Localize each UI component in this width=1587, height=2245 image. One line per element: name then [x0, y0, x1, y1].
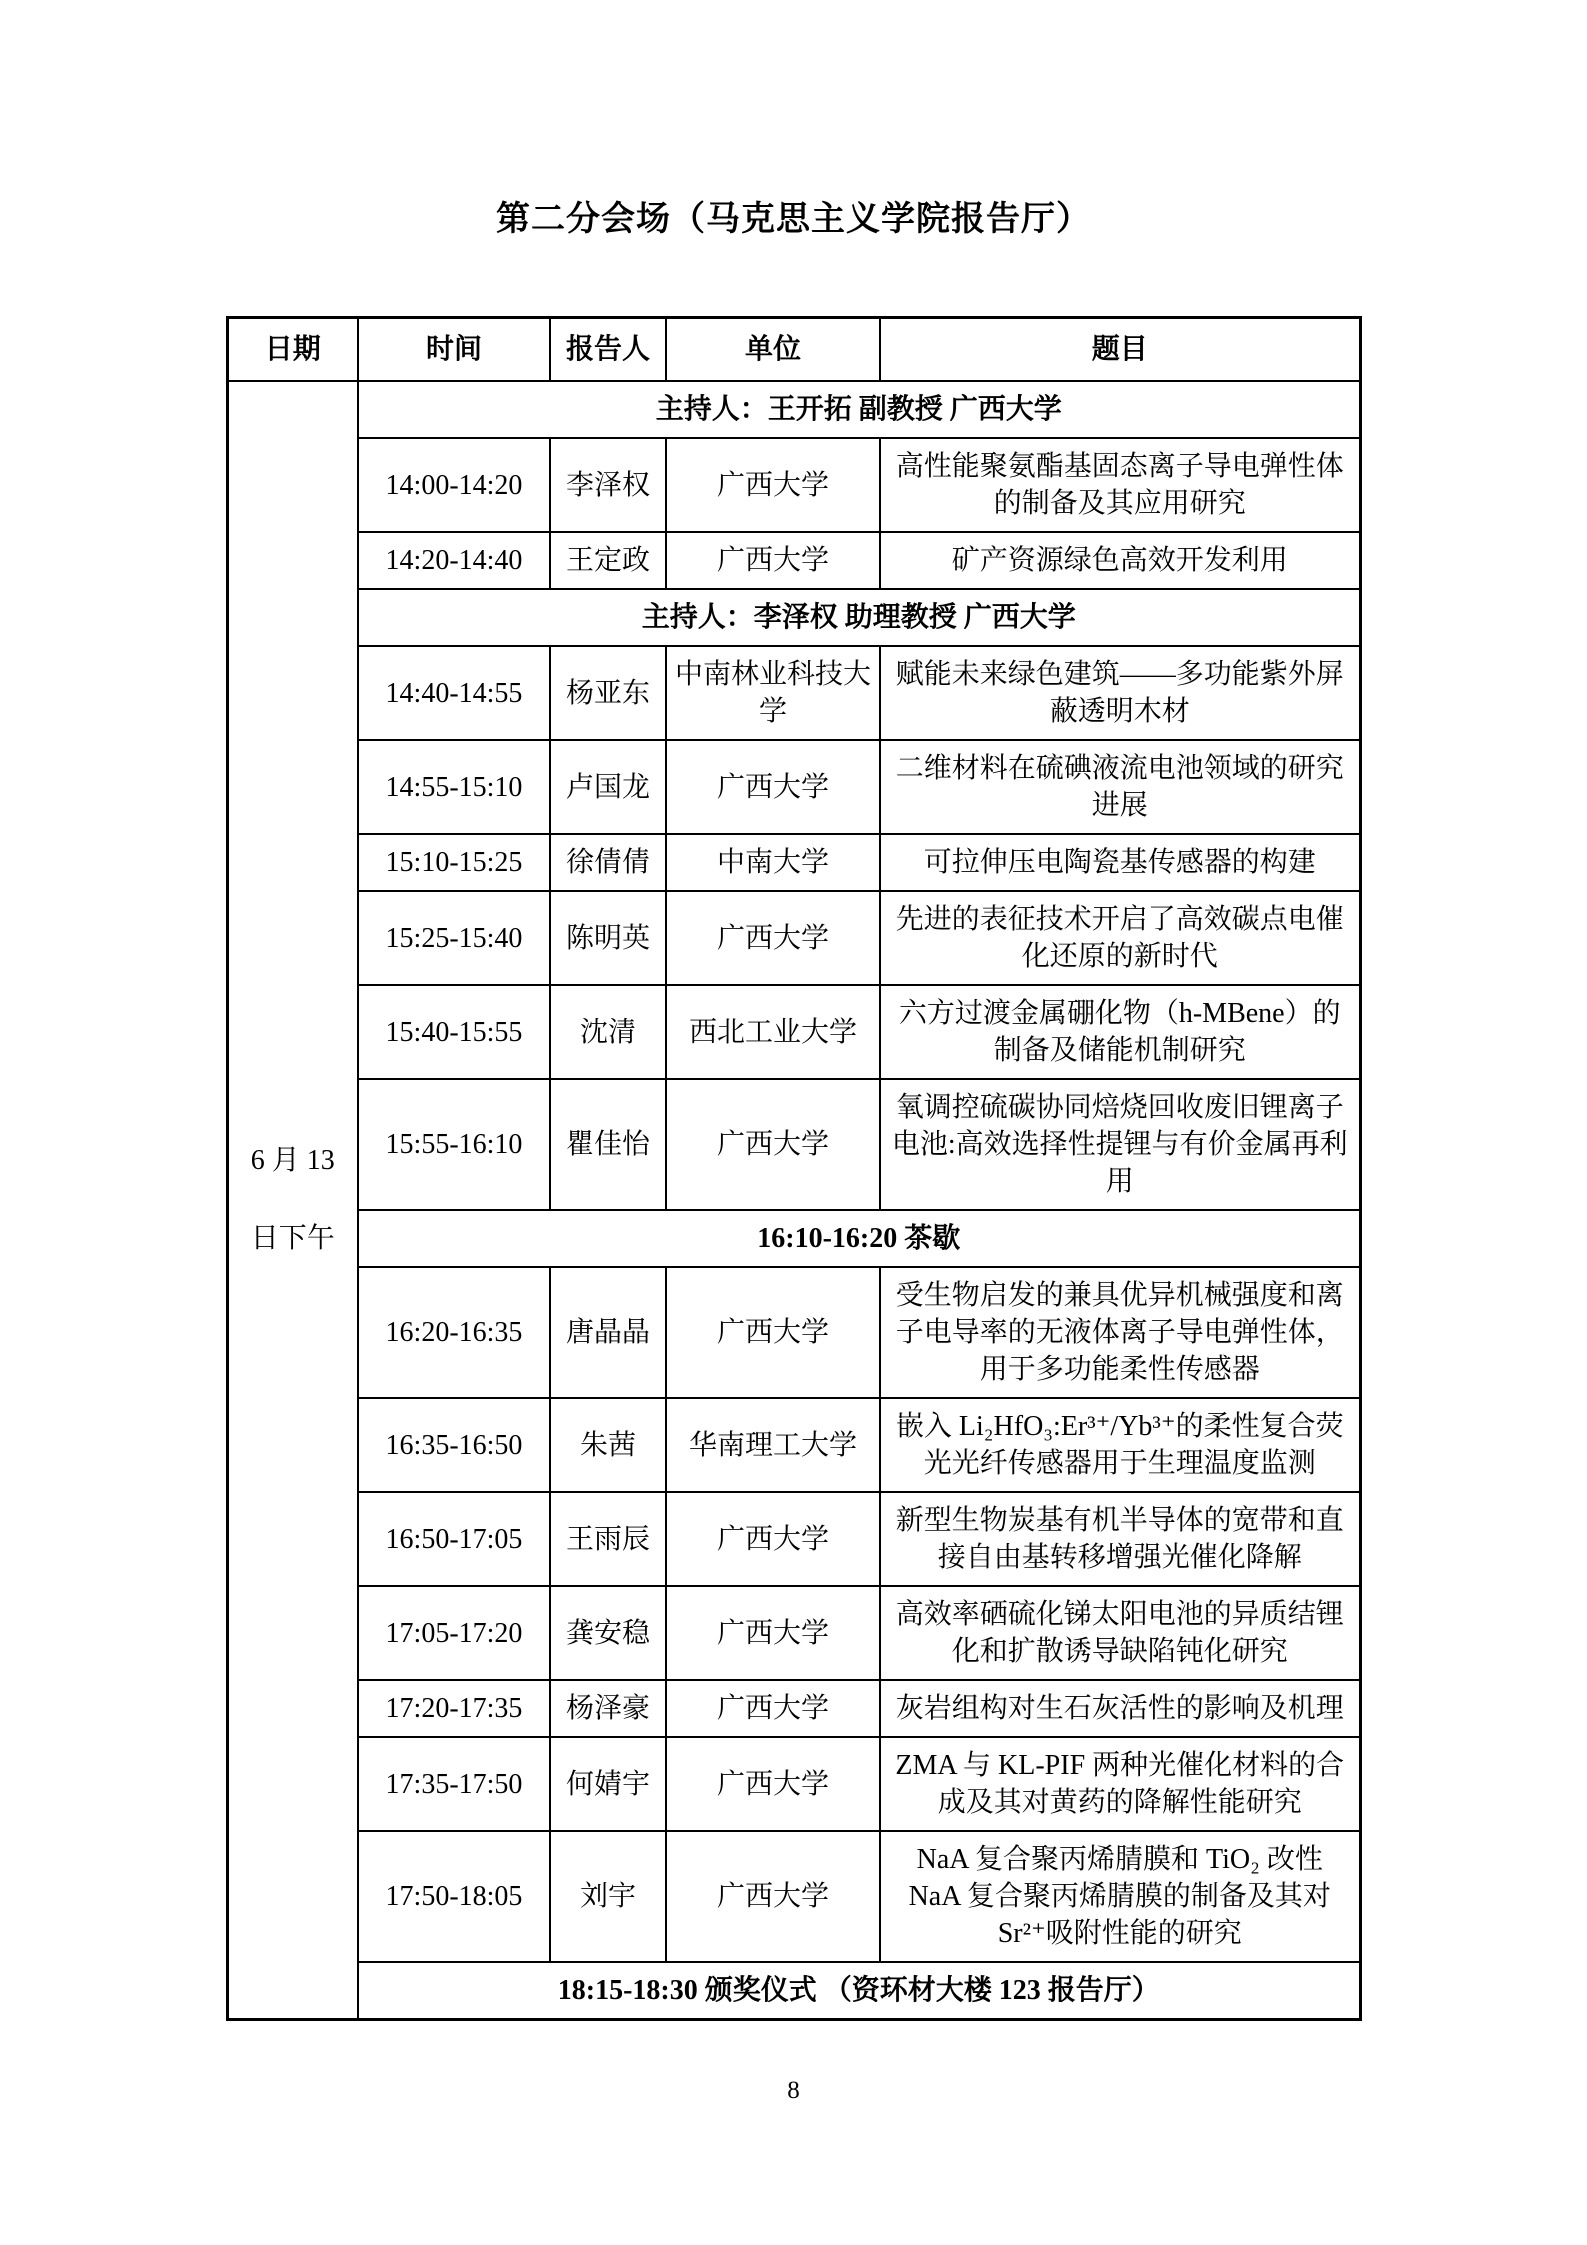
- talk-time: 17:50-18:05: [358, 1831, 550, 1962]
- talk-affiliation: 广西大学: [666, 1492, 880, 1586]
- talk-row: [227, 740, 1360, 834]
- talk-speaker: 陈明英: [550, 891, 666, 985]
- talk-speaker: 王定政: [550, 532, 666, 589]
- talk-title: 受生物启发的兼具优异机械强度和离子电导率的无液体离子导电弹性体，用于多功能柔性传感器: [880, 1267, 1360, 1398]
- talk-row: [227, 985, 1360, 1079]
- talk-row: [227, 532, 1360, 589]
- talk-title: ZMA 与 KL-PIF 两种光催化材料的合成及其对黄药的降解性能研究: [880, 1737, 1360, 1831]
- talk-speaker: 杨泽豪: [550, 1680, 666, 1737]
- talk-row: [227, 438, 1360, 532]
- talk-time: 17:05-17:20: [358, 1586, 550, 1680]
- talk-title: 灰岩组构对生石灰活性的影响及机理: [880, 1680, 1360, 1737]
- talk-affiliation: 广西大学: [666, 1267, 880, 1398]
- schedule-table: [226, 316, 1362, 2021]
- talk-row: [227, 1831, 1360, 1962]
- moderator-row: [227, 589, 1360, 646]
- talk-title: 可拉伸压电陶瓷基传感器的构建: [880, 834, 1360, 891]
- talk-speaker: 徐倩倩: [550, 834, 666, 891]
- talk-affiliation: 广西大学: [666, 891, 880, 985]
- talk-time: 14:40-14:55: [358, 646, 550, 740]
- page-title: 第二分会场（马克思主义学院报告厅）: [496, 201, 1091, 238]
- moderator-label: 主持人：王开拓 副教授 广西大学: [358, 381, 1360, 438]
- talk-title: 新型生物炭基有机半导体的宽带和直接自由基转移增强光催化降解: [880, 1492, 1360, 1586]
- talk-speaker: 杨亚东: [550, 646, 666, 740]
- talk-row: [227, 834, 1360, 891]
- talk-title: 嵌入 Li₂HfO₃:Er³⁺/Yb³⁺的柔性复合荧光光纤传感器用于生理温度监测: [880, 1398, 1360, 1492]
- talk-affiliation: 广西大学: [666, 1680, 880, 1737]
- talk-row: [227, 1267, 1360, 1398]
- talk-speaker: 朱茜: [550, 1398, 666, 1492]
- talk-row: [227, 1680, 1360, 1737]
- talk-speaker: 沈清: [550, 985, 666, 1079]
- talk-time: 14:55-15:10: [358, 740, 550, 834]
- talk-affiliation: 广西大学: [666, 740, 880, 834]
- talk-time: 14:00-14:20: [358, 438, 550, 532]
- header-speaker: 报告人: [550, 318, 666, 382]
- talk-time: 15:10-15:25: [358, 834, 550, 891]
- date-line-1: 6 月 13: [250, 1145, 335, 1176]
- talk-row: [227, 1586, 1360, 1680]
- talk-row: [227, 1737, 1360, 1831]
- talk-affiliation: 广西大学: [666, 1737, 880, 1831]
- talk-time: 16:35-16:50: [358, 1398, 550, 1492]
- talk-row: [227, 1398, 1360, 1492]
- talk-time: 15:40-15:55: [358, 985, 550, 1079]
- talk-speaker: 刘宇: [550, 1831, 666, 1962]
- award-label: 18:15-18:30 颁奖仪式 （资环材大楼 123 报告厅）: [358, 1962, 1360, 2020]
- page-number: 8: [787, 2077, 800, 2104]
- talk-title: 赋能未来绿色建筑——多功能紫外屏蔽透明木材: [880, 646, 1360, 740]
- talk-title: NaA 复合聚丙烯腈膜和 TiO₂ 改性 NaA 复合聚丙烯腈膜的制备及其对 Sr²⁺吸附性能的研究: [880, 1831, 1360, 1962]
- talk-speaker: 唐晶晶: [550, 1267, 666, 1398]
- talk-title: 高效率硒硫化锑太阳电池的异质结锂化和扩散诱导缺陷钝化研究: [880, 1586, 1360, 1680]
- talk-title: 六方过渡金属硼化物（h-MBene）的制备及储能机制研究: [880, 985, 1360, 1079]
- header-affiliation: 单位: [666, 318, 880, 382]
- break-row: [227, 1210, 1360, 1267]
- talk-row: [227, 646, 1360, 740]
- talk-time: 16:50-17:05: [358, 1492, 550, 1586]
- talk-affiliation: 华南理工大学: [666, 1398, 880, 1492]
- date-cell: [227, 381, 358, 2020]
- talk-title: 氧调控硫碳协同焙烧回收废旧锂离子电池:高效选择性提锂与有价金属再利用: [880, 1079, 1360, 1210]
- talk-title: 二维材料在硫碘液流电池领域的研究进展: [880, 740, 1360, 834]
- talk-speaker: 李泽权: [550, 438, 666, 532]
- moderator-label: 主持人：李泽权 助理教授 广西大学: [358, 589, 1360, 646]
- talk-speaker: 卢国龙: [550, 740, 666, 834]
- talk-row: [227, 891, 1360, 985]
- talk-affiliation: 广西大学: [666, 438, 880, 532]
- date-line-2: 日下午: [250, 1223, 335, 1254]
- talk-time: 17:20-17:35: [358, 1680, 550, 1737]
- talk-affiliation: 广西大学: [666, 1079, 880, 1210]
- talk-title: 矿产资源绿色高效开发利用: [880, 532, 1360, 589]
- moderator-row: [227, 381, 1360, 438]
- talk-time: 15:25-15:40: [358, 891, 550, 985]
- talk-speaker: 瞿佳怡: [550, 1079, 666, 1210]
- header-time: 时间: [358, 318, 550, 382]
- talk-title: 先进的表征技术开启了高效碳点电催化还原的新时代: [880, 891, 1360, 985]
- talk-affiliation: 广西大学: [666, 1586, 880, 1680]
- break-label: 16:10-16:20 茶歇: [358, 1210, 1360, 1267]
- talk-speaker: 龚安稳: [550, 1586, 666, 1680]
- table-header-row: [227, 318, 1360, 382]
- talk-time: 14:20-14:40: [358, 532, 550, 589]
- header-date: 日期: [227, 318, 358, 382]
- talk-affiliation: 西北工业大学: [666, 985, 880, 1079]
- talk-affiliation: 中南大学: [666, 834, 880, 891]
- talk-speaker: 何婧宇: [550, 1737, 666, 1831]
- talk-title: 高性能聚氨酯基固态离子导电弹性体的制备及其应用研究: [880, 438, 1360, 532]
- talk-time: 17:35-17:50: [358, 1737, 550, 1831]
- talk-row: [227, 1492, 1360, 1586]
- award-row: [227, 1962, 1360, 2020]
- talk-affiliation: 广西大学: [666, 532, 880, 589]
- talk-row: [227, 1079, 1360, 1210]
- header-topic: 题目: [880, 318, 1360, 382]
- talk-time: 15:55-16:10: [358, 1079, 550, 1210]
- talk-speaker: 王雨辰: [550, 1492, 666, 1586]
- talk-affiliation: 广西大学: [666, 1831, 880, 1962]
- talk-affiliation: 中南林业科技大学: [666, 646, 880, 740]
- talk-time: 16:20-16:35: [358, 1267, 550, 1398]
